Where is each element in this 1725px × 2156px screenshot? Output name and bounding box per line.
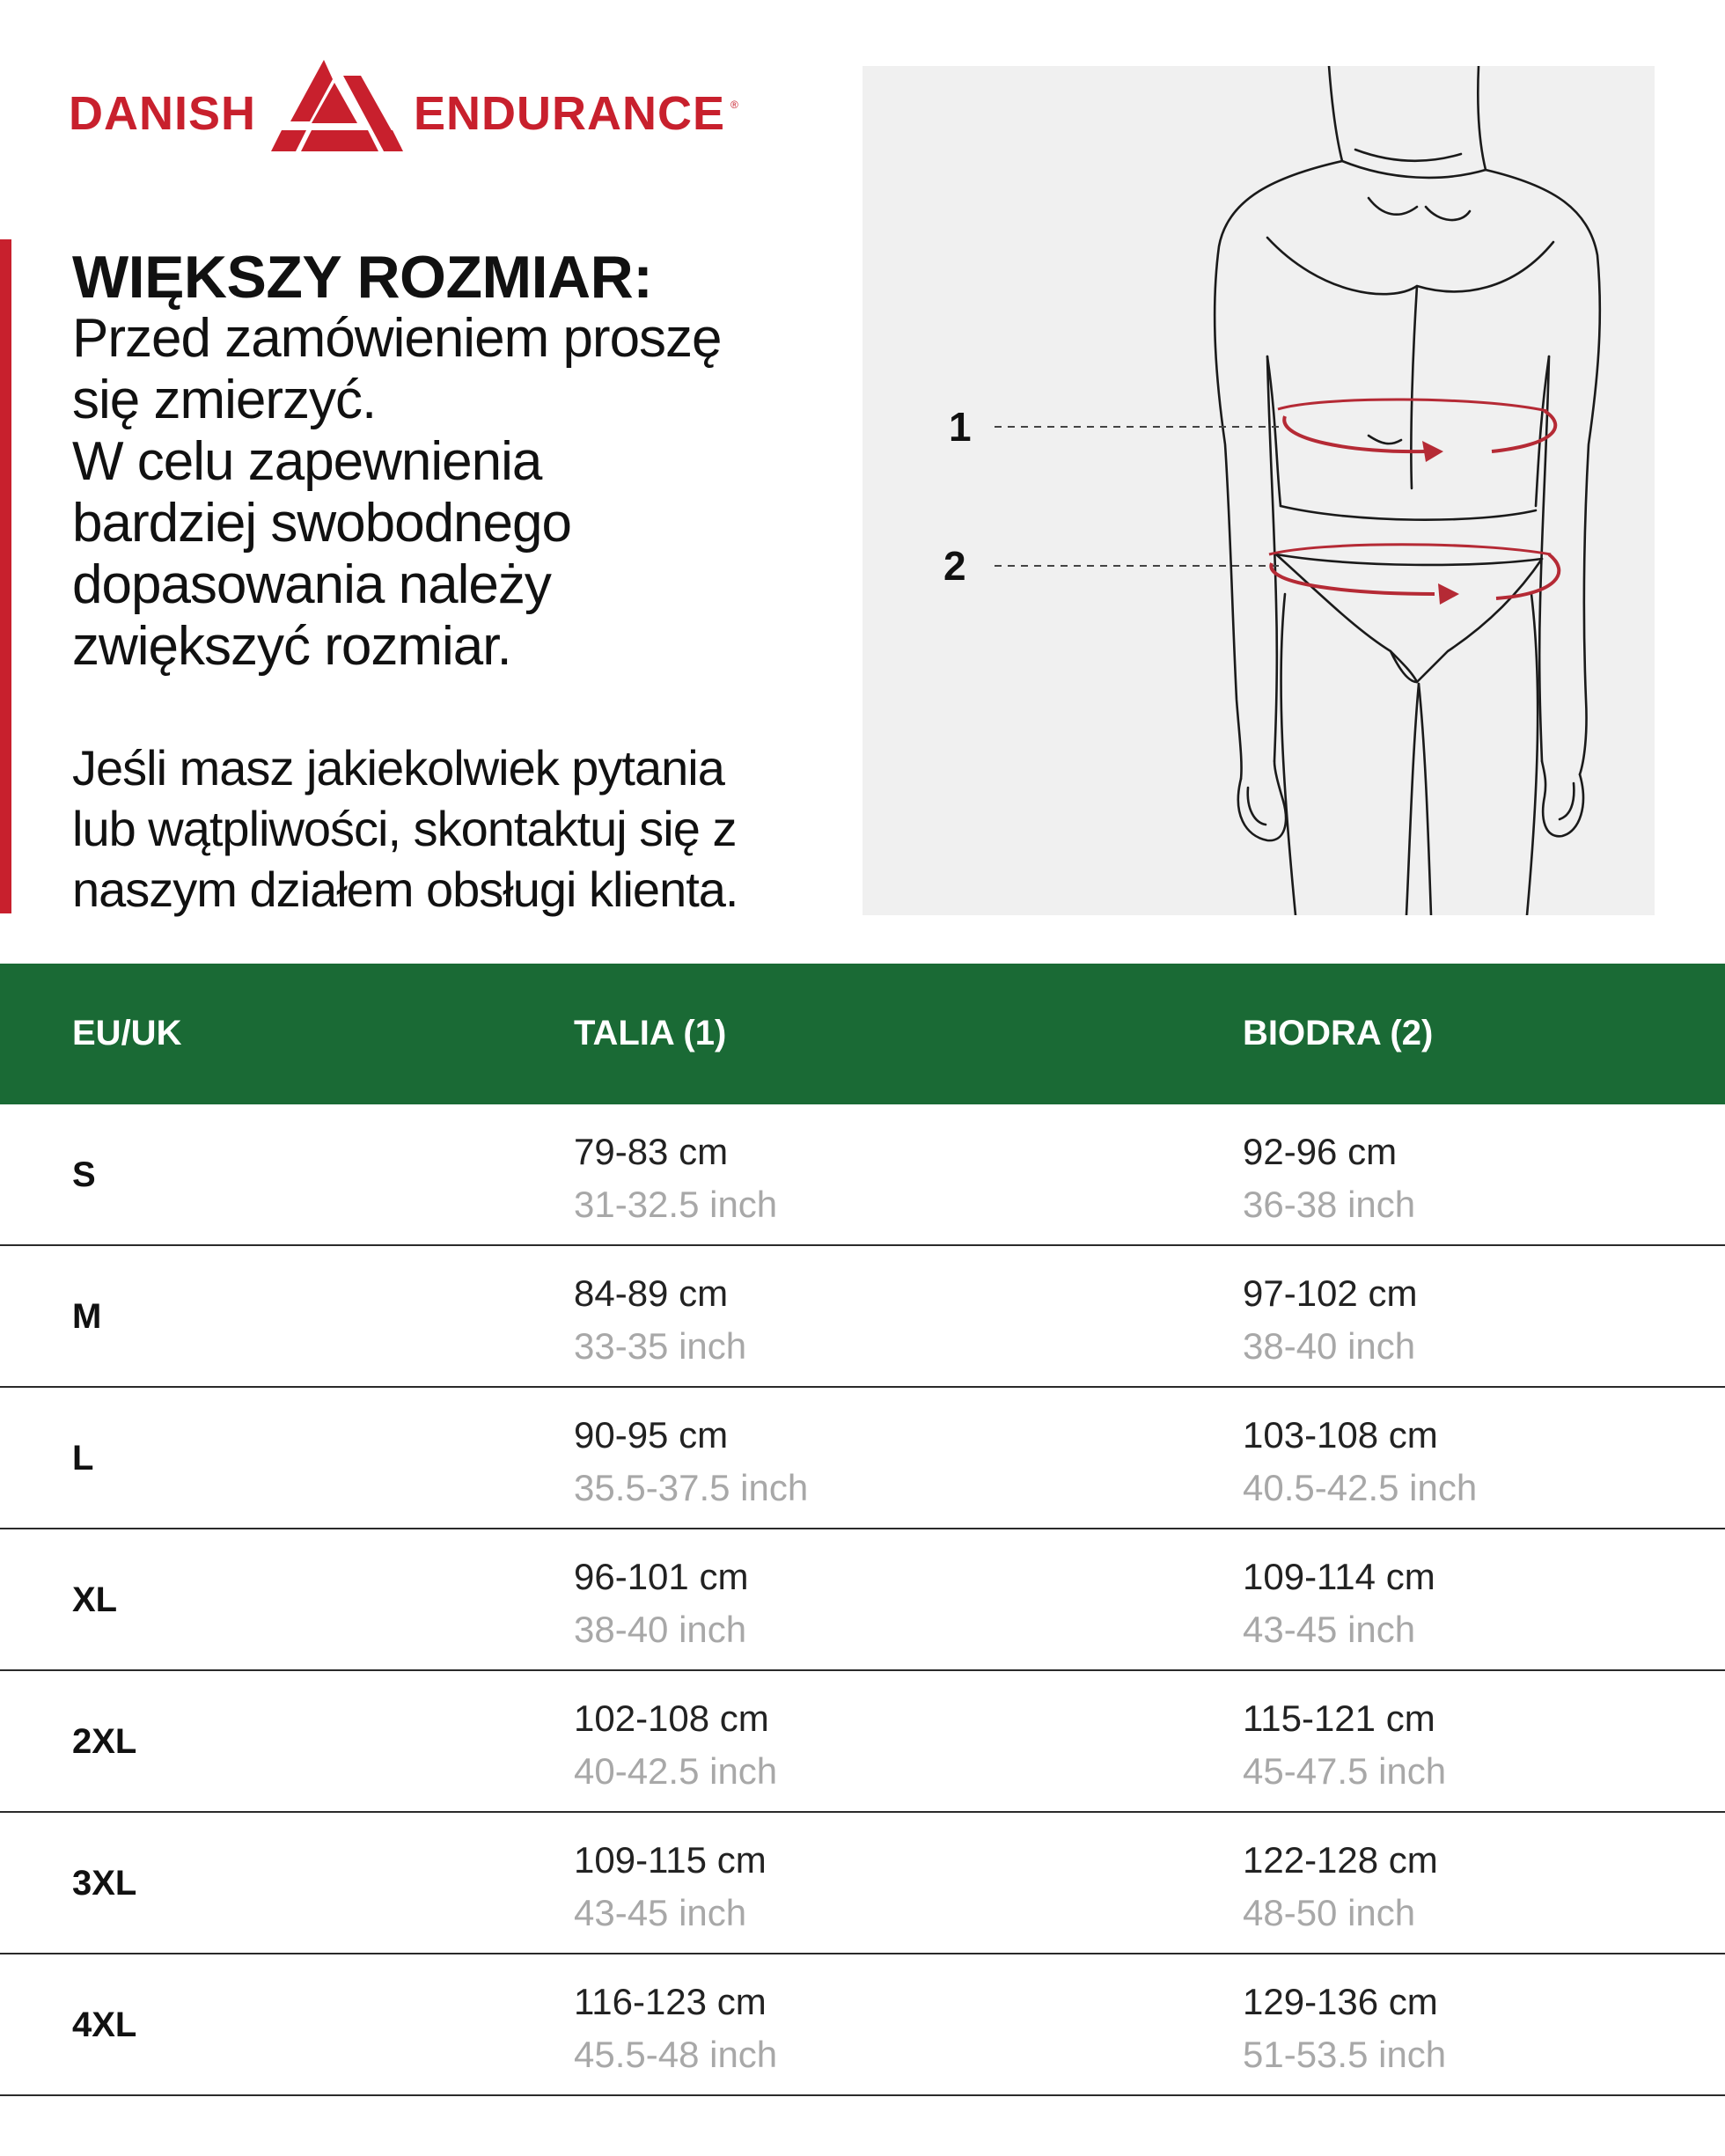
- contact-text: [72, 737, 864, 920]
- hips-cm: 97-102 cm: [1243, 1272, 1418, 1314]
- size-label: S: [72, 1155, 96, 1194]
- size-label: 4XL: [72, 2006, 137, 2044]
- hips-inch: 36-38 inch: [1243, 1184, 1416, 1225]
- table-row: [0, 1813, 1725, 1954]
- waist-cm: 96-101 cm: [574, 1556, 749, 1597]
- registered-mark: ®: [730, 99, 738, 111]
- waist-cm: 109-115 cm: [574, 1839, 767, 1881]
- brand-word-left: DANISH: [69, 87, 257, 140]
- table-row: [0, 1671, 1725, 1813]
- header-hips: BIODRA (2): [1243, 1014, 1434, 1052]
- waist-cm: 79-83 cm: [574, 1131, 729, 1172]
- intro-line: się zmierzyć.: [72, 370, 377, 430]
- body-measurement-figure-icon: [862, 66, 1655, 915]
- intro-text: [72, 246, 864, 920]
- contact-line: Jeśli masz jakiekolwiek pytania: [72, 740, 724, 796]
- hips-cell: [1243, 1834, 1438, 1940]
- waist-inch: 43-45 inch: [574, 1892, 747, 1933]
- mountain-logo-icon: [269, 60, 410, 153]
- intro-heading: WIĘKSZY ROZMIAR:: [72, 244, 653, 311]
- intro-line: W celu zapewnienia: [72, 431, 542, 492]
- hips-cell: [1243, 1267, 1417, 1373]
- hips-cell: [1243, 1126, 1415, 1231]
- intro-line: zwiększyć rozmiar.: [72, 616, 511, 677]
- hips-inch: 45-47.5 inch: [1243, 1750, 1447, 1792]
- brand-word-right: ENDURANCE: [414, 87, 726, 140]
- table-row: [0, 1246, 1725, 1388]
- waist-cell: [574, 1409, 808, 1514]
- table-row: [0, 1104, 1725, 1246]
- contact-line: naszym działem obsługi klienta.: [72, 862, 738, 917]
- hips-inch: 51-53.5 inch: [1243, 2034, 1447, 2075]
- hips-inch: 38-40 inch: [1243, 1325, 1416, 1367]
- contact-line: lub wątpliwości, skontaktuj się z: [72, 801, 737, 856]
- size-label: 2XL: [72, 1722, 137, 1761]
- header-waist: TALIA (1): [574, 1014, 727, 1052]
- waist-inch: 35.5-37.5 inch: [574, 1467, 809, 1508]
- waist-cm: 102-108 cm: [574, 1698, 769, 1739]
- hips-cell: [1243, 1551, 1435, 1656]
- waist-cell: [574, 1692, 777, 1798]
- intro-line: Przed zamówieniem proszę: [72, 308, 722, 369]
- waist-cell: [574, 1976, 777, 2081]
- size-label: XL: [72, 1580, 118, 1619]
- waist-cell: [574, 1551, 748, 1656]
- waist-cell: [574, 1834, 767, 1940]
- intro-line: dopasowania należy: [72, 554, 551, 615]
- waist-cm: 116-123 cm: [574, 1981, 767, 2022]
- waist-inch: 45.5-48 inch: [574, 2034, 778, 2075]
- brand-logo: [69, 60, 755, 157]
- waist-inch: 38-40 inch: [574, 1609, 747, 1650]
- hips-cm: 92-96 cm: [1243, 1131, 1398, 1172]
- size-label: L: [72, 1439, 94, 1478]
- accent-bar: [0, 239, 11, 913]
- header-size: EU/UK: [72, 1014, 182, 1052]
- size-table-body: [0, 1104, 1725, 2096]
- waist-cell: [574, 1126, 777, 1231]
- table-row: [0, 1388, 1725, 1529]
- hips-cell: [1243, 1692, 1446, 1798]
- waist-cm: 90-95 cm: [574, 1414, 729, 1456]
- table-row: [0, 1529, 1725, 1671]
- hips-cm: 122-128 cm: [1243, 1839, 1438, 1881]
- waist-cm: 84-89 cm: [574, 1272, 729, 1314]
- hips-inch: 48-50 inch: [1243, 1892, 1416, 1933]
- hips-cm: 115-121 cm: [1243, 1698, 1435, 1739]
- waist-cell: [574, 1267, 746, 1373]
- waist-marker-label: 1: [949, 404, 972, 450]
- table-row: [0, 1954, 1725, 2096]
- waist-inch: 33-35 inch: [574, 1325, 747, 1367]
- size-table-header: [0, 964, 1725, 1104]
- hips-inch: 43-45 inch: [1243, 1609, 1416, 1650]
- waist-inch: 40-42.5 inch: [574, 1750, 778, 1792]
- hips-cm: 109-114 cm: [1243, 1556, 1435, 1597]
- size-label: M: [72, 1297, 102, 1336]
- body-figure-panel: [862, 66, 1655, 915]
- hips-cm: 129-136 cm: [1243, 1981, 1438, 2022]
- intro-line: bardziej swobodnego: [72, 493, 571, 554]
- hips-cell: [1243, 1976, 1446, 2081]
- size-label: 3XL: [72, 1864, 137, 1903]
- hips-cell: [1243, 1409, 1477, 1514]
- hips-marker-label: 2: [943, 543, 966, 589]
- hips-cm: 103-108 cm: [1243, 1414, 1438, 1456]
- hips-inch: 40.5-42.5 inch: [1243, 1467, 1478, 1508]
- waist-inch: 31-32.5 inch: [574, 1184, 778, 1225]
